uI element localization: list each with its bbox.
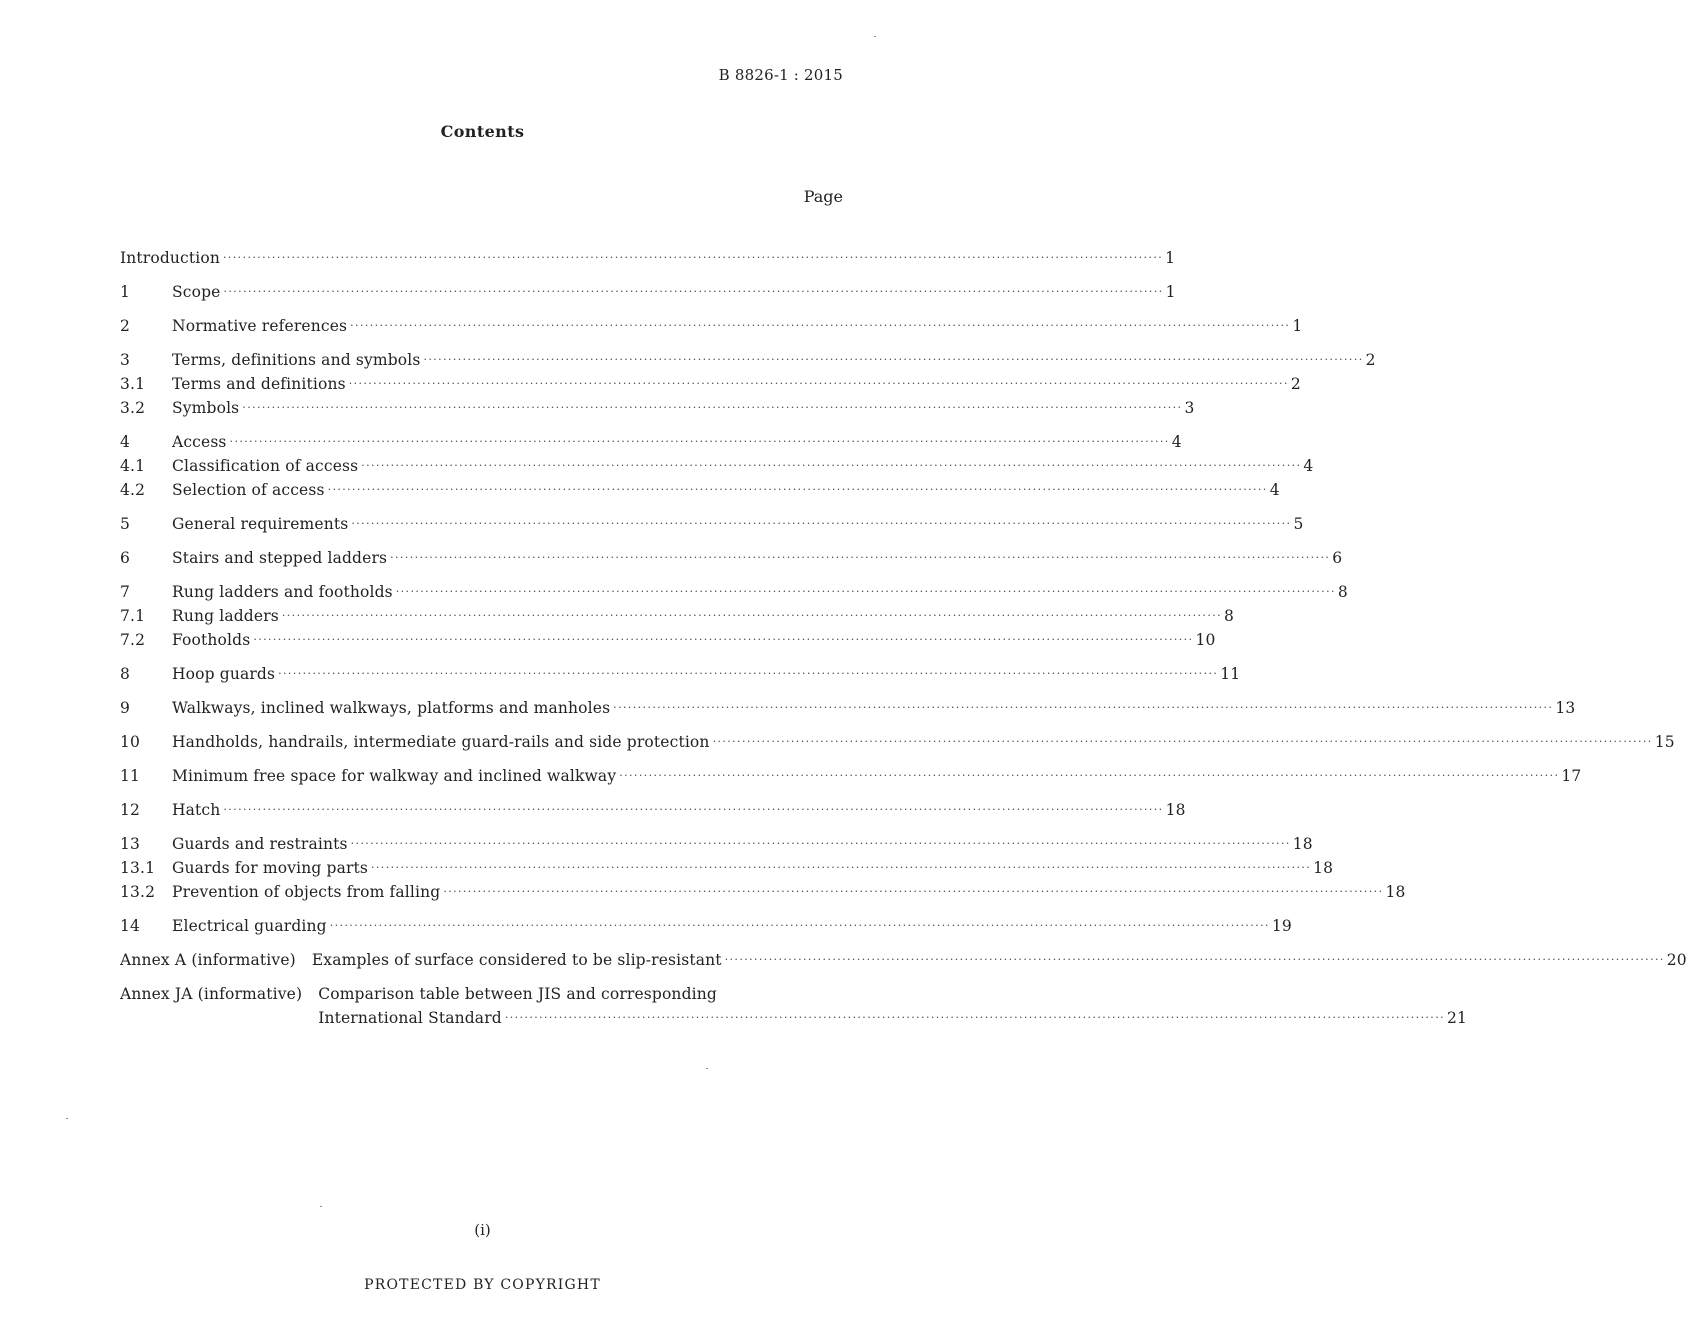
toc-leader-dots: [230, 435, 1170, 448]
toc-entry-title: Electrical guarding: [172, 917, 327, 935]
toc-entry-13[interactable]: [120, 835, 1313, 859]
annex-ja-body: [318, 985, 1467, 1033]
toc-group-4: [120, 433, 1314, 505]
toc-entry-4-2[interactable]: [120, 481, 1280, 505]
toc-entry-introduction[interactable]: [120, 249, 1176, 273]
toc-entry-page: 20: [1666, 951, 1687, 969]
toc-entry-page: 2: [1365, 351, 1376, 369]
toc-leader-dots: [619, 769, 1559, 782]
toc-leader-dots: [223, 251, 1163, 264]
toc-entry-title: Guards for moving parts: [172, 859, 369, 877]
toc-entry-number: 10: [120, 733, 141, 751]
toc-entry-11[interactable]: [120, 767, 1582, 791]
toc-group-1: [120, 283, 1176, 307]
toc-entry-number: 7.1: [120, 607, 146, 625]
toc-entry-number: 7.2: [120, 631, 146, 649]
toc-entry-title-continued: International Standard: [318, 1009, 502, 1027]
scan-speck: [66, 1118, 68, 1119]
toc-leader-dots: [282, 609, 1222, 622]
toc-entry-number: 5: [120, 515, 131, 533]
toc-entry-5[interactable]: [120, 515, 1304, 539]
toc-entry-number: 4: [120, 433, 131, 451]
toc-entry-title: Selection of access: [172, 481, 325, 499]
toc-leader-dots: [396, 585, 1336, 598]
toc-entry-title: Footholds: [172, 631, 251, 649]
toc-group-12: [120, 801, 1186, 825]
toc-leader-dots: [328, 483, 1268, 496]
toc-entry-6[interactable]: [120, 549, 1343, 573]
toc-entry-title: Access: [172, 433, 227, 451]
toc-group-11: [120, 767, 1582, 791]
toc-entry-number: 14: [120, 917, 141, 935]
scan-speck: [874, 36, 876, 37]
toc-entry-3-2[interactable]: [120, 399, 1195, 423]
toc-entry-page: 10: [1195, 631, 1216, 649]
toc-entry-page: 18: [1385, 883, 1406, 901]
toc-entry-7[interactable]: [120, 583, 1348, 607]
toc-entry-title: Terms, definitions and symbols: [172, 351, 421, 369]
toc-group-14: [120, 917, 1292, 941]
annex-ja-line-1: [318, 985, 1467, 1009]
toc-entry-page: 2: [1290, 375, 1301, 393]
toc-entry-number: 13: [120, 835, 141, 853]
toc-entry-title: Handholds, handrails, intermediate guard-rails and side protection: [172, 733, 710, 751]
toc-entry-number: 13.2: [120, 883, 156, 901]
document-code: B 8826-1 : 2015: [718, 66, 843, 84]
toc-leader-dots: [223, 803, 1163, 816]
scan-speck: [320, 1206, 322, 1207]
toc-entry-title: Comparison table between JIS and corresponding: [318, 985, 717, 1003]
toc-leader-dots: [278, 667, 1218, 680]
toc-leader-dots: [350, 319, 1290, 332]
toc-leader-dots: [223, 285, 1163, 298]
toc-entry-title: Prevention of objects from falling: [172, 883, 441, 901]
page-column-label: Page: [803, 187, 843, 206]
toc-entry-7-2[interactable]: [120, 631, 1216, 655]
toc-leader-dots: [361, 459, 1301, 472]
toc-entry-number: 3: [120, 351, 131, 369]
toc-entry-page: 1: [1292, 317, 1303, 335]
toc-entry-number: 8: [120, 665, 131, 683]
toc-group-13: [120, 835, 1406, 907]
toc-entry-number: 13.1: [120, 859, 156, 877]
toc-entry-title: Examples of surface considered to be slip-resistant: [311, 951, 722, 969]
page-title: Contents: [440, 122, 525, 141]
toc-entry-number: 4.2: [120, 481, 146, 499]
toc-entry-title: General requirements: [172, 515, 349, 533]
toc-leader-dots: [330, 919, 1270, 932]
toc-entry-page: 19: [1271, 917, 1292, 935]
toc-entry-number: 4.1: [120, 457, 146, 475]
toc-group-5: [120, 515, 1304, 539]
toc-group-introduction: [120, 249, 1176, 273]
toc-entry-2[interactable]: [120, 317, 1303, 341]
toc-entry-page: 18: [1165, 801, 1186, 819]
toc-entry-page: 13: [1555, 699, 1576, 717]
toc-leader-dots: [423, 353, 1363, 366]
toc-entry-title: Classification of access: [172, 457, 359, 475]
toc-entry-title: Hatch: [172, 801, 221, 819]
toc-entry-title: Symbols: [172, 399, 240, 417]
annex-label: Annex JA (informative): [120, 985, 303, 1003]
toc-entry-page: 3: [1184, 399, 1195, 417]
toc-entry-title: Normative references: [172, 317, 348, 335]
toc-entry-page: 11: [1220, 665, 1241, 683]
toc-leader-dots: [351, 517, 1291, 530]
toc-entry-title: Terms and definitions: [172, 375, 346, 393]
toc-leader-dots: [351, 837, 1291, 850]
toc-entry-number: 3.2: [120, 399, 146, 417]
toc-entry-page: 18: [1292, 835, 1313, 853]
toc-entry-1[interactable]: [120, 283, 1176, 307]
toc-leader-dots: [505, 1011, 1445, 1024]
toc-leader-dots: [443, 885, 1383, 898]
toc-entry-7-1[interactable]: [120, 607, 1235, 631]
toc-entry-3[interactable]: [120, 351, 1376, 375]
toc-entry-number: 2: [120, 317, 131, 335]
toc-group-8: [120, 665, 1241, 689]
annex-ja-line-2: [318, 1009, 1467, 1033]
toc-entry-page: 8: [1224, 607, 1235, 625]
toc-entry-title: Scope: [172, 283, 221, 301]
toc-entry-number: 3.1: [120, 375, 146, 393]
toc-entry-annex-ja[interactable]: [120, 985, 1468, 1033]
toc-entry-page: 17: [1561, 767, 1582, 785]
toc-entry-number: 1: [120, 283, 131, 301]
toc-entry-title: Hoop guards: [172, 665, 276, 683]
table-of-contents: [120, 249, 1687, 1043]
toc-group-7: [120, 583, 1348, 655]
toc-leader-dots: [242, 401, 1182, 414]
toc-entry-8[interactable]: [120, 665, 1241, 689]
toc-entry-title: Minimum free space for walkway and inclined walkway: [172, 767, 617, 785]
toc-entry-page: 18: [1313, 859, 1334, 877]
toc-entry-title: Rung ladders: [172, 607, 279, 625]
toc-entry-page: 5: [1293, 515, 1304, 533]
toc-entry-number: 7: [120, 583, 131, 601]
toc-entry-title: Guards and restraints: [172, 835, 348, 853]
toc-entry-title: Walkways, inclined walkways, platforms and manholes: [172, 699, 611, 717]
toc-leader-dots: [349, 377, 1289, 390]
toc-entry-page: 4: [1269, 481, 1280, 499]
toc-entry-title: Stairs and stepped ladders: [172, 549, 388, 567]
toc-entry-title: Rung ladders and footholds: [172, 583, 393, 601]
toc-entry-number: 9: [120, 699, 131, 717]
toc-group-3: [120, 351, 1376, 423]
toc-entry-page: 1: [1165, 249, 1176, 267]
toc-entry-page: 4: [1303, 457, 1314, 475]
toc-entry-page: 8: [1337, 583, 1348, 601]
toc-leader-dots: [371, 861, 1311, 874]
toc-entry-13-1[interactable]: [120, 859, 1334, 883]
footer-page-number: (i): [474, 1221, 491, 1239]
toc-entry-14[interactable]: [120, 917, 1292, 941]
toc-entry-3-1[interactable]: [120, 375, 1301, 399]
toc-group-9: [120, 699, 1576, 723]
toc-entry-page: 1: [1165, 283, 1176, 301]
toc-entry-page: 15: [1654, 733, 1675, 751]
toc-entry-page: 6: [1332, 549, 1343, 567]
scan-speck: [706, 1068, 708, 1069]
toc-entry-9[interactable]: [120, 699, 1576, 723]
toc-entry-4-1[interactable]: [120, 457, 1314, 481]
toc-leader-dots: [390, 551, 1330, 564]
toc-leader-dots: [725, 953, 1665, 966]
toc-entry-number: 12: [120, 801, 141, 819]
toc-entry-title: Introduction: [120, 249, 220, 267]
toc-entry-page: 4: [1171, 433, 1182, 451]
annex-label: Annex A (informative): [120, 951, 296, 969]
toc-group-6: [120, 549, 1343, 573]
toc-entry-number: 6: [120, 549, 131, 567]
toc-entry-annex-a[interactable]: [120, 951, 1687, 975]
toc-leader-dots: [713, 735, 1653, 748]
toc-leader-dots: [613, 701, 1553, 714]
toc-entry-4[interactable]: [120, 433, 1182, 457]
toc-entry-number: 11: [120, 767, 141, 785]
toc-group-annex-a: [120, 951, 1687, 975]
toc-group-2: [120, 317, 1303, 341]
toc-entry-13-2[interactable]: [120, 883, 1406, 907]
toc-entry-page: 21: [1447, 1009, 1468, 1027]
toc-group-10: [120, 733, 1675, 757]
toc-leader-dots: [253, 633, 1193, 646]
toc-entry-10[interactable]: [120, 733, 1675, 757]
toc-entry-12[interactable]: [120, 801, 1186, 825]
copyright-notice: PROTECTED BY COPYRIGHT: [364, 1277, 601, 1293]
